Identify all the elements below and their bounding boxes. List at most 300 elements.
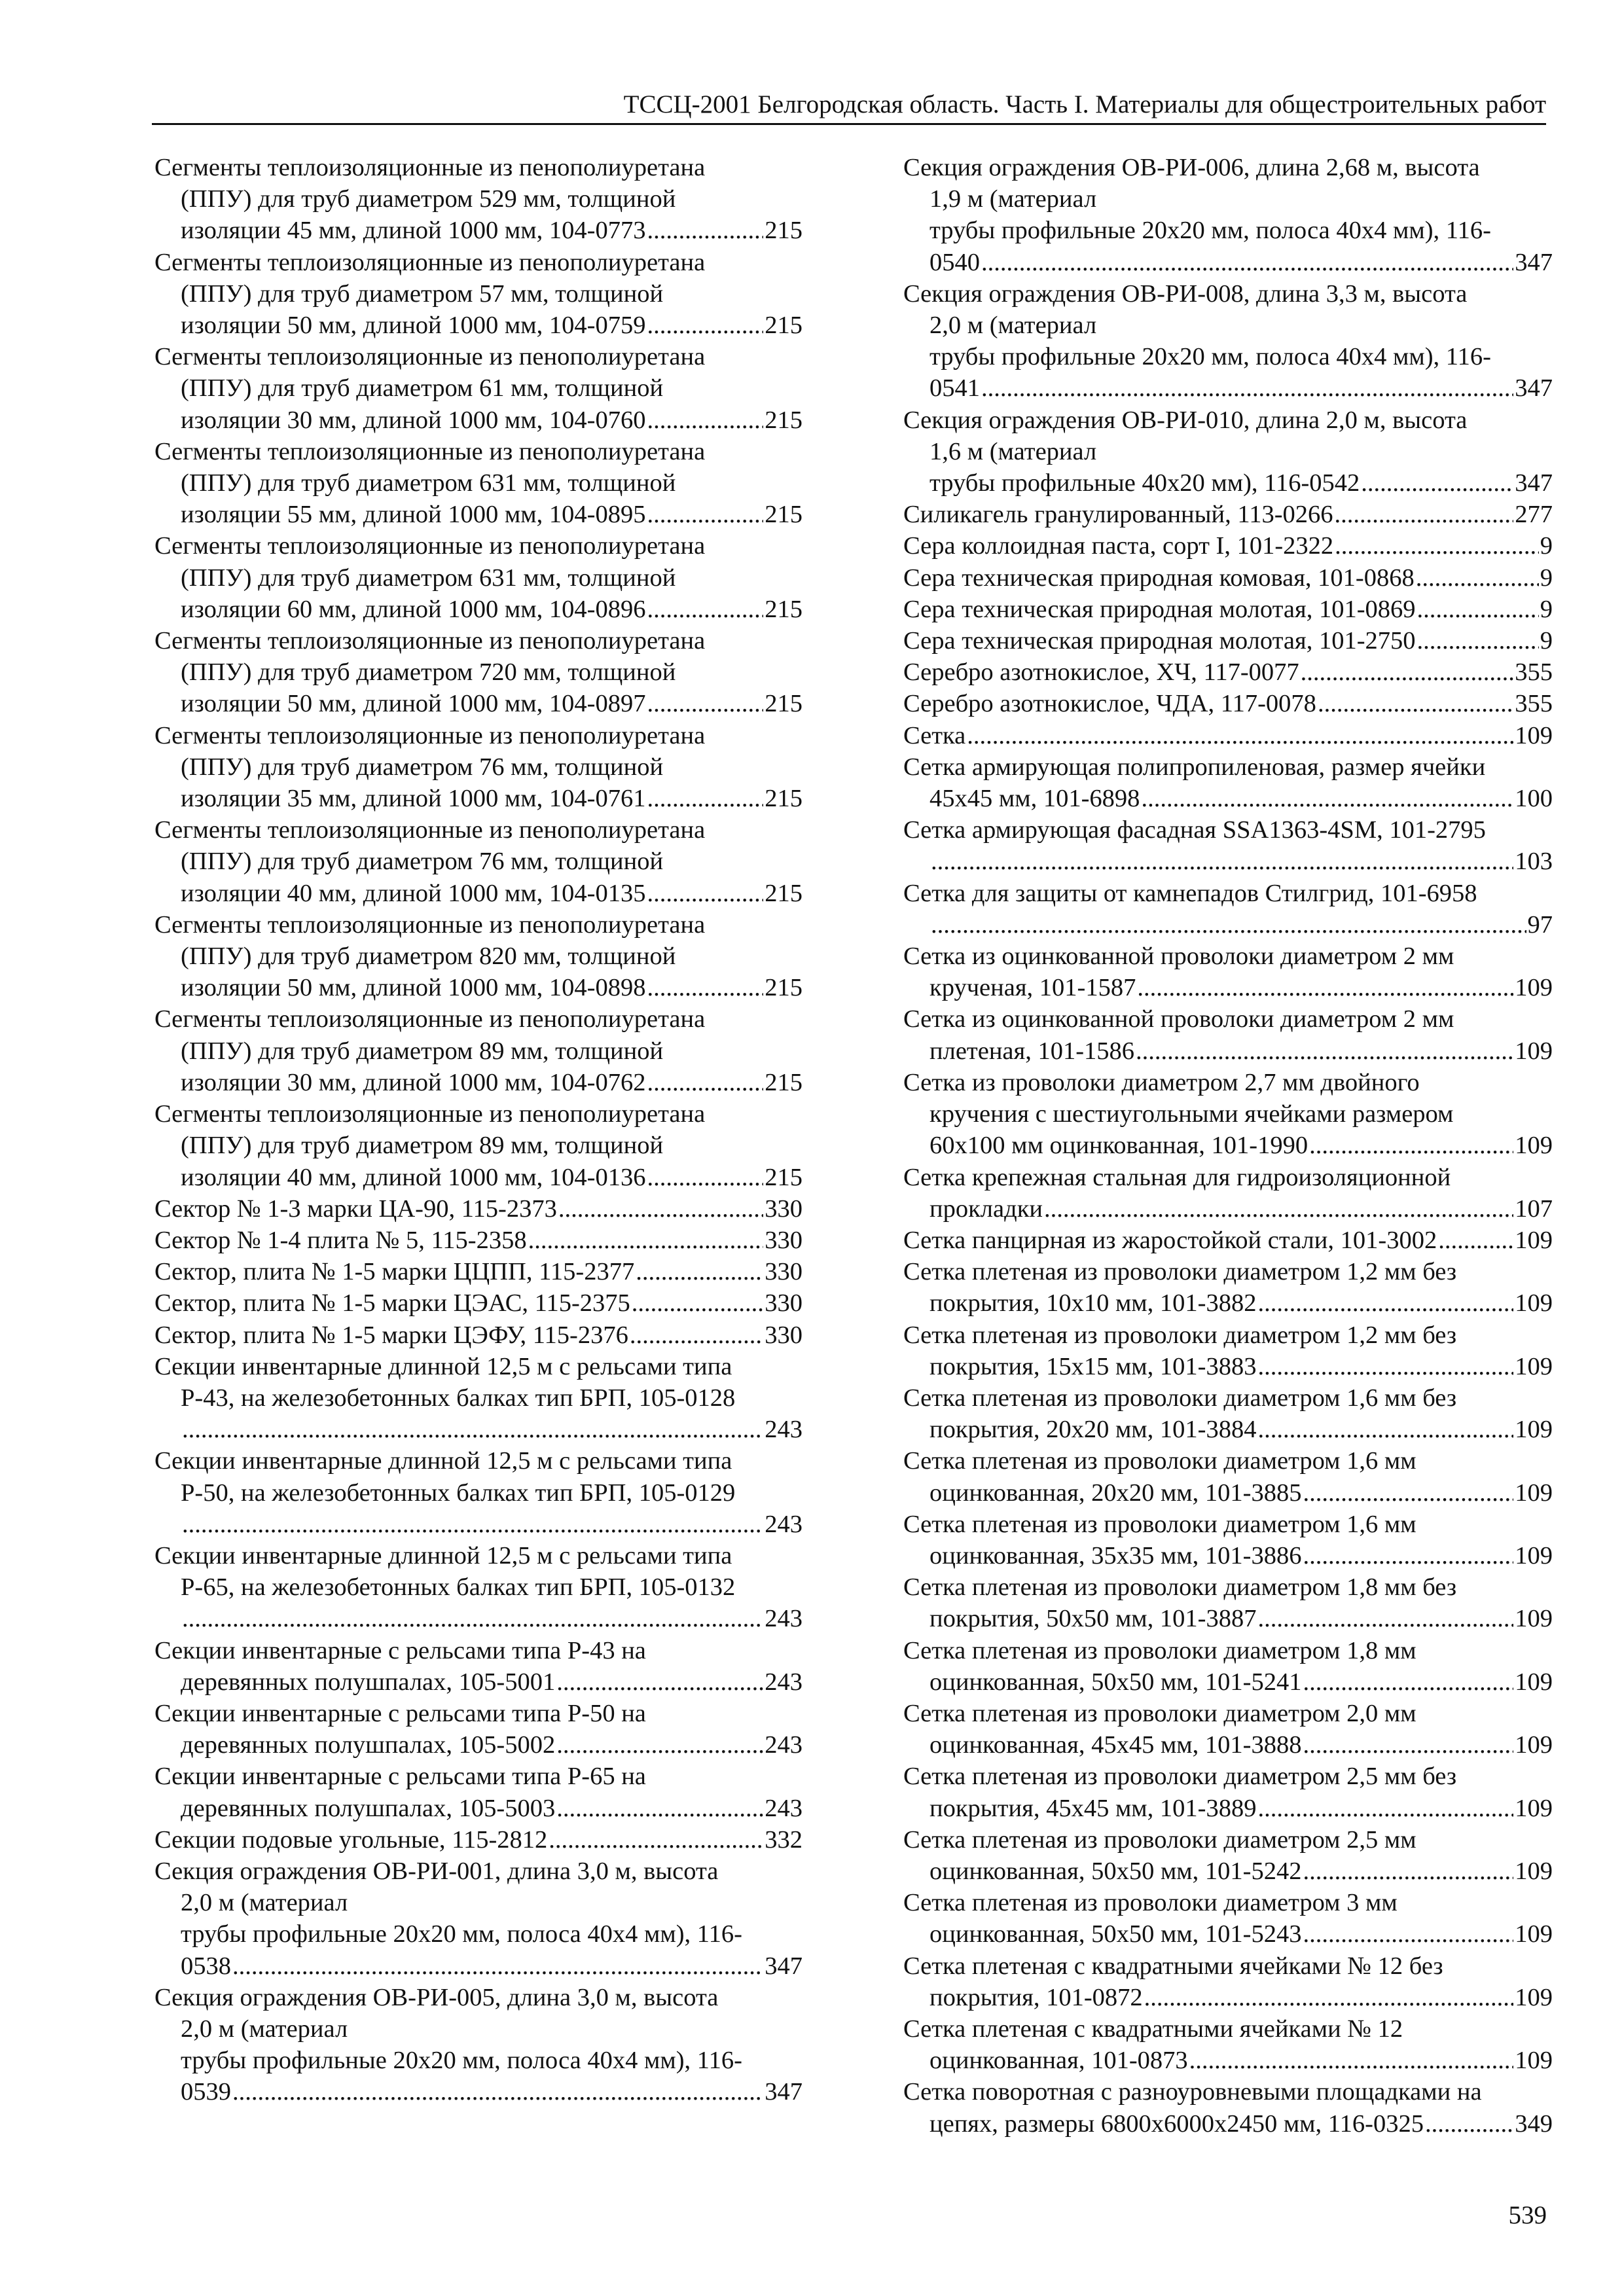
index-entry — [154, 1445, 803, 1540]
entry-last-line — [154, 499, 803, 530]
dot-leader — [1303, 1729, 1514, 1761]
entry-page-ref: 109 — [1515, 1352, 1553, 1380]
entry-text: прокладки — [929, 1194, 1043, 1223]
entry-page-ref: 100 — [1515, 785, 1553, 813]
entry-page-ref: 109 — [1515, 1794, 1553, 1822]
entry-line: Секции инвентарные с рельсами типа Р-65 на — [154, 1763, 646, 1791]
entry-text: изоляции 50 мм, длиной 1000 мм, 104-0898 — [181, 974, 646, 1002]
entry-text: крученая, 101-1587 — [929, 974, 1136, 1002]
entry-text: Сектор, плита № 1-5 марки ЦЦПП, 115-2377 — [154, 1258, 635, 1286]
entry-page-ref: 9 — [1540, 532, 1553, 560]
entry-page-ref: 215 — [765, 690, 803, 718]
dot-leader — [1301, 656, 1514, 688]
entry-page-ref: 215 — [765, 217, 803, 245]
index-entry — [154, 1824, 803, 1856]
entry-last-line — [154, 215, 803, 246]
entry-line: Секции инвентарные длинной 12,5 м с рельсами типа — [154, 1541, 732, 1570]
entry-line: 1,9 м (материал — [929, 185, 1097, 213]
dot-leader — [1335, 499, 1514, 530]
dot-leader — [981, 247, 1513, 278]
entry-text: 0540 — [929, 248, 980, 276]
index-entry — [903, 1698, 1553, 1761]
entry-text: Сектор № 1-4 плита № 5, 115-2358 — [154, 1226, 527, 1254]
dot-leader — [556, 1729, 763, 1761]
entry-line: Сетка поворотная с разноуровневыми площадками на — [903, 2078, 1482, 2106]
entry-last-line — [903, 1477, 1553, 1509]
entry-text: изоляции 60 мм, длиной 1000 мм, 104-0896 — [181, 595, 646, 623]
index-entry — [903, 1635, 1553, 1698]
entry-page-ref: 330 — [765, 1226, 803, 1254]
entry-text: Сера техническая природная молотая, 101-0869 — [903, 595, 1416, 623]
index-entry — [903, 720, 1553, 751]
index-entry — [903, 656, 1553, 688]
entry-page-ref: 109 — [1515, 1289, 1553, 1318]
index-entry — [154, 1635, 803, 1698]
dot-leader — [1044, 1193, 1513, 1225]
entry-line: Сетка плетеная из проволоки диаметром 1,2 мм без — [903, 1321, 1457, 1349]
dot-leader — [1258, 1603, 1514, 1634]
dot-leader — [636, 1256, 763, 1287]
entry-line: Секции инвентарные длинной 12,5 м с рельсами типа — [154, 1352, 732, 1380]
entry-last-line — [903, 562, 1553, 594]
entry-last-line — [154, 1666, 803, 1698]
index-entry — [903, 625, 1553, 656]
dot-leader — [1137, 972, 1513, 1003]
entry-last-line — [903, 372, 1553, 404]
dot-leader — [232, 2076, 763, 2108]
entry-text: деревянных полушпалах, 105-5001 — [181, 1668, 556, 1696]
entry-last-line — [903, 625, 1553, 656]
entry-text: Сера техническая природная молотая, 101-2750 — [903, 627, 1416, 655]
entry-last-line — [903, 1351, 1553, 1382]
entry-page-ref: 215 — [765, 595, 803, 623]
entry-line: Сетка плетеная с квадратными ячейками № 12 — [903, 2015, 1403, 2043]
index-entry — [903, 941, 1553, 1003]
entry-text: оцинкованная, 50х50 мм, 101-5242 — [929, 1857, 1302, 1885]
entry-text: оцинкованная, 45х45 мм, 101-3888 — [929, 1731, 1302, 1759]
entry-line: Сетка плетеная из проволоки диаметром 1,6 мм без — [903, 1384, 1457, 1412]
dot-leader — [647, 594, 763, 625]
index-entry — [154, 909, 803, 1004]
entry-line: Сетка плетеная из проволоки диаметром 3 мм — [903, 1889, 1398, 1917]
entry-last-line — [903, 1729, 1553, 1761]
header-title: ТССЦ-2001 Белгородская область. Часть I. Материалы для общестроительных работ — [623, 90, 1546, 118]
entry-text: Сетка — [903, 721, 966, 749]
entry-line: Сетка плетеная из проволоки диаметром 1,8 мм без — [903, 1573, 1457, 1602]
dot-leader — [1318, 688, 1513, 719]
entry-text: изоляции 50 мм, длиной 1000 мм, 104-0759 — [181, 312, 646, 340]
entry-text: изоляции 45 мм, длиной 1000 мм, 104-0773 — [181, 217, 646, 245]
entry-text: оцинкованная, 20х20 мм, 101-3885 — [929, 1479, 1302, 1507]
index-entry — [903, 2013, 1553, 2076]
entry-line: кручения с шестиугольными ячейками размером — [929, 1100, 1454, 1128]
entry-line: (ППУ) для труб диаметром 57 мм, толщиной — [181, 279, 664, 308]
index-entry — [903, 1003, 1553, 1066]
entry-line: Сегменты теплоизоляционные из пенополиуретана — [154, 1005, 706, 1033]
entry-last-line — [903, 1918, 1553, 1950]
entry-text: Сера техническая природная комовая, 101-0868 — [903, 564, 1415, 592]
dot-leader — [1309, 1130, 1513, 1161]
entry-last-line — [903, 594, 1553, 625]
entry-last-line — [154, 1067, 803, 1098]
entry-line: (ППУ) для труб диаметром 529 мм, толщиной — [181, 185, 676, 213]
entry-last-line — [154, 1509, 803, 1540]
entry-last-line — [154, 1603, 803, 1634]
index-column-left — [154, 152, 803, 2108]
entry-line: Р-65, на железобетонных балках тип БРП, 105-0132 — [181, 1573, 736, 1602]
entry-text: Сектор, плита № 1-5 марки ЦЭАС, 115-2375 — [154, 1289, 630, 1318]
dot-leader — [1258, 1414, 1514, 1445]
entry-text: 0539 — [181, 2078, 231, 2106]
running-header — [152, 82, 1546, 125]
dot-leader — [1258, 1351, 1514, 1382]
entry-text: Серебро азотнокислое, ХЧ, 117-0077 — [903, 658, 1299, 687]
entry-text: изоляции 35 мм, длиной 1000 мм, 104-0761 — [181, 785, 646, 813]
entry-line: трубы профильные 20х20 мм, полоса 40х4 мм), 116- — [929, 343, 1491, 371]
entry-last-line — [903, 1414, 1553, 1445]
entry-text: покрытия, 15х15 мм, 101-3883 — [929, 1352, 1257, 1380]
entry-text: изоляции 50 мм, длиной 1000 мм, 104-0897 — [181, 690, 646, 718]
entry-line: Сегменты теплоизоляционные из пенополиуретана — [154, 248, 706, 276]
entry-line: (ППУ) для труб диаметром 61 мм, толщиной — [181, 374, 664, 403]
entry-page-ref: 109 — [1515, 1920, 1553, 1948]
dot-leader — [967, 720, 1513, 751]
entry-text: оцинкованная, 101-0873 — [929, 2047, 1188, 2075]
entry-last-line — [154, 1225, 803, 1256]
index-entry — [154, 1319, 803, 1351]
entry-line: Секция ограждения ОВ-РИ-001, длина 3,0 м, высота — [154, 1857, 719, 1885]
entry-page-ref: 109 — [1515, 2047, 1553, 2075]
entry-page-ref: 215 — [765, 501, 803, 529]
entry-page-ref: 330 — [765, 1194, 803, 1223]
entry-text: 0541 — [929, 374, 980, 403]
dot-leader — [1303, 1540, 1514, 1571]
entry-page-ref: 215 — [765, 974, 803, 1002]
entry-page-ref: 109 — [1515, 1668, 1553, 1696]
entry-text: изоляции 40 мм, длиной 1000 мм, 104-0135 — [181, 879, 646, 907]
dot-leader — [1425, 2108, 1513, 2140]
index-entry — [903, 1256, 1553, 1319]
entry-line: Сетка плетеная из проволоки диаметром 2,0 мм — [903, 1699, 1416, 1727]
index-entry — [903, 1162, 1553, 1225]
entry-last-line — [903, 720, 1553, 751]
entry-last-line — [154, 783, 803, 814]
entry-line: (ППУ) для труб диаметром 76 мм, толщиной — [181, 848, 664, 876]
entry-line: Сегменты теплоизоляционные из пенополиуретана — [154, 343, 706, 371]
dot-leader — [1438, 1225, 1513, 1256]
entry-text: изоляции 40 мм, длиной 1000 мм, 104-0136 — [181, 1163, 646, 1191]
dot-leader — [1141, 783, 1513, 814]
index-entry — [903, 751, 1553, 814]
entry-page-ref: 355 — [1515, 658, 1553, 687]
index-entry — [154, 152, 803, 247]
dot-leader — [931, 846, 1513, 877]
entry-page-ref: 109 — [1515, 1605, 1553, 1633]
entry-line: (ППУ) для труб диаметром 89 мм, толщиной — [181, 1037, 664, 1065]
entry-line: Сегменты теплоизоляционные из пенополиуретана — [154, 437, 706, 465]
index-entry — [154, 1351, 803, 1446]
entry-last-line — [903, 499, 1553, 530]
entry-line: (ППУ) для труб диаметром 631 мм, толщиной — [181, 564, 676, 592]
entry-text: покрытия, 45х45 мм, 101-3889 — [929, 1794, 1257, 1822]
index-entry — [903, 278, 1553, 404]
entry-page-ref: 347 — [1515, 248, 1553, 276]
dot-leader — [1258, 1287, 1514, 1319]
entry-last-line — [903, 1130, 1553, 1161]
entry-text: 0538 — [181, 1952, 231, 1980]
entry-page-ref: 215 — [765, 1163, 803, 1191]
entry-page-ref: 215 — [765, 406, 803, 434]
entry-page-ref: 9 — [1540, 627, 1553, 655]
index-entry — [154, 341, 803, 436]
index-entry — [154, 625, 803, 720]
index-entry — [903, 1950, 1553, 2013]
entry-page-ref: 347 — [765, 2078, 803, 2106]
dot-leader — [647, 688, 763, 719]
index-entry — [903, 878, 1553, 941]
entry-line: Секции инвентарные длинной 12,5 м с рельсами типа — [154, 1447, 732, 1475]
dot-leader — [647, 215, 763, 246]
index-entry — [154, 1761, 803, 1823]
entry-text: оцинкованная, 35х35 мм, 101-3886 — [929, 1541, 1302, 1570]
entry-last-line — [903, 656, 1553, 688]
entry-line: (ППУ) для труб диаметром 76 мм, толщиной — [181, 753, 664, 781]
dot-leader — [182, 1603, 763, 1634]
entry-line: Сегменты теплоизоляционные из пенополиуретана — [154, 532, 706, 560]
entry-line: Сетка плетеная из проволоки диаметром 1,8 мм — [903, 1636, 1416, 1664]
entry-line: Сетка из оцинкованной проволоки диаметром 2 мм — [903, 942, 1454, 971]
dot-leader — [1335, 530, 1539, 562]
entry-text: Серебро азотнокислое, ЧДА, 117-0078 — [903, 690, 1316, 718]
entry-last-line — [903, 972, 1553, 1003]
entry-page-ref: 109 — [1515, 1479, 1553, 1507]
entry-last-line — [903, 467, 1553, 499]
entry-page-ref: 107 — [1515, 1194, 1553, 1223]
entry-page-ref: 215 — [765, 785, 803, 813]
dot-leader — [1136, 1035, 1513, 1067]
entry-page-ref: 109 — [1515, 1226, 1553, 1254]
entry-last-line — [903, 2108, 1553, 2140]
entry-last-line — [154, 1287, 803, 1319]
index-entry — [903, 1824, 1553, 1887]
entry-line: (ППУ) для труб диаметром 631 мм, толщиной — [181, 469, 676, 497]
entry-line: Секции инвентарные с рельсами типа Р-50 на — [154, 1699, 646, 1727]
entry-line: Сетка армирующая полипропиленовая, размер ячейки — [903, 753, 1486, 781]
entry-line: 2,0 м (материал — [181, 2015, 348, 2043]
entry-page-ref: 243 — [765, 1731, 803, 1759]
entry-last-line — [154, 1319, 803, 1351]
index-entry — [903, 152, 1553, 278]
index-entry — [154, 1003, 803, 1098]
entry-line: Сетка плетеная с квадратными ячейками № 12 без — [903, 1952, 1443, 1980]
entry-page-ref: 109 — [1515, 721, 1553, 749]
entry-last-line — [903, 1193, 1553, 1225]
entry-line: Сетка из проволоки диаметром 2,7 мм двойного — [903, 1068, 1420, 1096]
index-entry — [903, 404, 1553, 499]
entry-line: (ППУ) для труб диаметром 820 мм, толщиной — [181, 942, 676, 971]
dot-leader — [1416, 562, 1539, 594]
entry-line: Сегменты теплоизоляционные из пенополиуретана — [154, 627, 706, 655]
entry-page-ref: 9 — [1540, 595, 1553, 623]
dot-leader — [1144, 1982, 1514, 2013]
dot-leader — [1303, 1477, 1514, 1509]
entry-page-ref: 109 — [1515, 1132, 1553, 1160]
dot-leader — [1303, 1856, 1514, 1887]
index-entry — [903, 814, 1553, 877]
entry-page-ref: 97 — [1527, 910, 1553, 939]
dot-leader — [647, 1067, 763, 1098]
entry-last-line — [154, 1256, 803, 1287]
dot-leader — [182, 1509, 763, 1540]
entry-line: Сегменты теплоизоляционные из пенополиуретана — [154, 1100, 706, 1128]
entry-last-line — [154, 1729, 803, 1761]
entry-line: Секции инвентарные с рельсами типа Р-43 на — [154, 1636, 646, 1664]
entry-text: изоляции 30 мм, длиной 1000 мм, 104-0760 — [181, 406, 646, 434]
entry-page-ref: 109 — [1515, 1731, 1553, 1759]
index-entry — [903, 1382, 1553, 1445]
entry-page-ref: 243 — [765, 1416, 803, 1444]
dot-leader — [630, 1319, 763, 1351]
entry-text: оцинкованная, 50х50 мм, 101-5243 — [929, 1920, 1302, 1948]
entry-line: Сетка плетеная из проволоки диаметром 2,5 мм без — [903, 1763, 1457, 1791]
index-entry — [903, 1761, 1553, 1823]
entry-last-line — [154, 1824, 803, 1856]
entry-line: Сегменты теплоизоляционные из пенополиуретана — [154, 154, 706, 181]
entry-page-ref: 109 — [1515, 1541, 1553, 1570]
entry-text: покрытия, 50х50 мм, 101-3887 — [929, 1605, 1257, 1633]
entry-line: Сегменты теплоизоляционные из пенополиуретана — [154, 910, 706, 939]
entry-text: Сектор, плита № 1-5 марки ЦЭФУ, 115-2376 — [154, 1321, 628, 1349]
entry-line: (ППУ) для труб диаметром 89 мм, толщиной — [181, 1132, 664, 1160]
dot-leader — [1303, 1666, 1514, 1698]
entry-page-ref: 109 — [1515, 1857, 1553, 1885]
entry-page-ref: 215 — [765, 312, 803, 340]
entry-last-line — [154, 2076, 803, 2108]
entry-page-ref: 330 — [765, 1258, 803, 1286]
entry-text: оцинкованная, 50х50 мм, 101-5241 — [929, 1668, 1302, 1696]
entry-last-line — [154, 1793, 803, 1824]
entry-last-line — [154, 1193, 803, 1225]
entry-page-ref: 347 — [765, 1952, 803, 1980]
index-entry — [154, 1856, 803, 1982]
entry-line: (ППУ) для труб диаметром 720 мм, толщиной — [181, 658, 676, 687]
dot-leader — [556, 1793, 763, 1824]
entry-line: Сетка крепежная стальная для гидроизоляционной — [903, 1163, 1451, 1191]
index-entry — [903, 1509, 1553, 1571]
entry-page-ref: 243 — [765, 1668, 803, 1696]
index-column-right — [903, 152, 1553, 2140]
entry-page-ref: 9 — [1540, 564, 1553, 592]
entry-text: покрытия, 101-0872 — [929, 1983, 1143, 2011]
entry-page-ref: 355 — [1515, 690, 1553, 718]
index-entry — [903, 530, 1553, 562]
entry-line: Сегменты теплоизоляционные из пенополиуретана — [154, 816, 706, 844]
index-entry — [154, 530, 803, 625]
dot-leader — [647, 783, 763, 814]
index-entry — [154, 1982, 803, 2108]
entry-text: покрытия, 20х20 мм, 101-3884 — [929, 1416, 1257, 1444]
entry-page-ref: 347 — [1515, 374, 1553, 403]
entry-line: Секция ограждения ОВ-РИ-005, длина 3,0 м, высота — [154, 1983, 719, 2011]
entry-last-line — [154, 1414, 803, 1445]
dot-leader — [232, 1950, 763, 1982]
entry-text: деревянных полушпалах, 105-5003 — [181, 1794, 556, 1822]
entry-last-line — [903, 530, 1553, 562]
entry-last-line — [903, 1603, 1553, 1634]
entry-page-ref: 109 — [1515, 974, 1553, 1002]
entry-line: Р-43, на железобетонных балках тип БРП, 105-0128 — [181, 1384, 736, 1412]
dot-leader — [1258, 1793, 1514, 1824]
entry-page-ref: 109 — [1515, 1037, 1553, 1065]
entry-text: цепях, размеры 6800х6000х2450 мм, 116-0325 — [929, 2109, 1424, 2138]
entry-last-line — [154, 310, 803, 341]
entry-line: Секция ограждения ОВ-РИ-006, длина 2,68 м, высота — [903, 154, 1480, 181]
entry-text: Сетка панцирная из жаростойкой стали, 101-3002 — [903, 1226, 1437, 1254]
entry-last-line — [903, 2045, 1553, 2076]
entry-text: 60х100 мм оцинкованная, 101-1990 — [929, 1132, 1308, 1160]
dot-leader — [647, 1162, 763, 1193]
entry-text: изоляции 55 мм, длиной 1000 мм, 104-0895 — [181, 501, 646, 529]
dot-leader — [931, 909, 1526, 941]
index-entry — [903, 1225, 1553, 1256]
entry-last-line — [154, 1950, 803, 1982]
index-entry — [903, 1067, 1553, 1162]
entry-line: Секция ограждения ОВ-РИ-010, длина 2,0 м, высота — [903, 406, 1468, 434]
dot-leader — [1361, 467, 1513, 499]
entry-last-line — [903, 247, 1553, 278]
entry-page-ref: 332 — [765, 1825, 803, 1854]
entry-last-line — [154, 688, 803, 719]
entry-line: 1,6 м (материал — [929, 437, 1097, 465]
entry-line: 2,0 м (материал — [929, 312, 1097, 340]
entry-page-ref: 109 — [1515, 1983, 1553, 2011]
entry-line: Сетка армирующая фасадная SSA1363-4SM, 101-2795 — [903, 816, 1486, 844]
index-entry — [154, 1098, 803, 1193]
dot-leader — [558, 1193, 763, 1225]
index-entry — [154, 1698, 803, 1761]
entry-line: трубы профильные 20х20 мм, полоса 40х4 мм), 116- — [929, 217, 1491, 245]
entry-line: трубы профильные 20х20 мм, полоса 40х4 мм), 116- — [181, 2047, 742, 2075]
entry-line: Сетка плетеная из проволоки диаметром 2,5 мм — [903, 1825, 1416, 1854]
entry-page-ref: 330 — [765, 1289, 803, 1318]
entry-line: 2,0 м (материал — [181, 1889, 348, 1917]
entry-line: Сетка из оцинкованной проволоки диаметром 2 мм — [903, 1005, 1454, 1033]
entry-line: Секция ограждения ОВ-РИ-008, длина 3,3 м, высота — [903, 279, 1468, 308]
index-entry — [903, 1445, 1553, 1508]
index-entry — [903, 562, 1553, 594]
entry-page-ref: 277 — [1515, 501, 1553, 529]
index-entry — [154, 1540, 803, 1635]
dot-leader — [647, 310, 763, 341]
entry-page-ref: 330 — [765, 1321, 803, 1349]
index-entry — [154, 1287, 803, 1319]
dot-leader — [1303, 1918, 1514, 1950]
entry-page-ref: 243 — [765, 1605, 803, 1633]
dot-leader — [556, 1666, 763, 1698]
dot-leader — [1189, 2045, 1514, 2076]
entry-text: деревянных полушпалах, 105-5002 — [181, 1731, 556, 1759]
dot-leader — [528, 1225, 764, 1256]
dot-leader — [647, 499, 763, 530]
dot-leader — [647, 404, 763, 436]
entry-last-line — [154, 972, 803, 1003]
entry-text: плетеная, 101-1586 — [929, 1037, 1135, 1065]
dot-leader — [182, 1414, 763, 1445]
index-entry — [154, 247, 803, 342]
index-entry — [154, 1193, 803, 1225]
dot-leader — [632, 1287, 763, 1319]
entry-line: Сетка плетеная из проволоки диаметром 1,6 мм — [903, 1510, 1416, 1538]
